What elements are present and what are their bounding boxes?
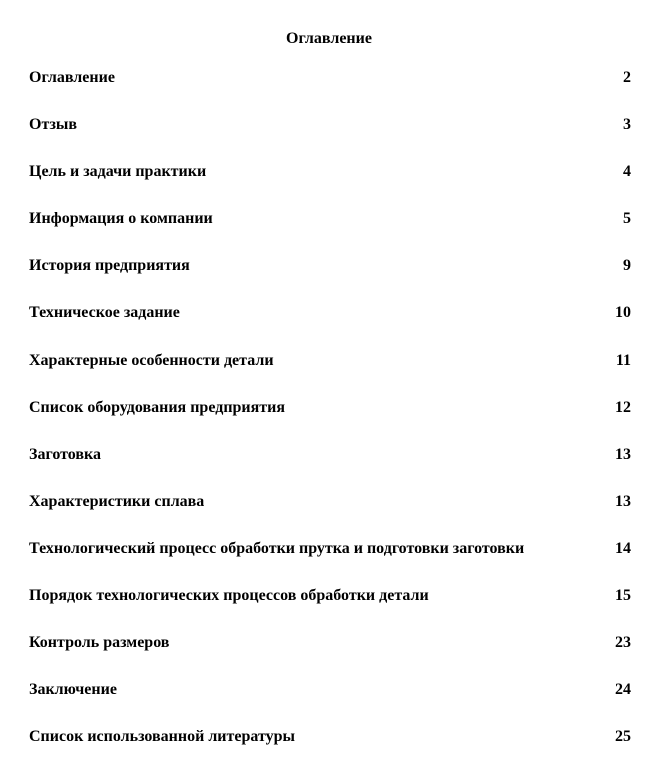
toc-entry-label: Информация о компании — [29, 210, 213, 228]
toc-entry-page-number: 3 — [623, 116, 631, 134]
toc-entry-label: Цель и задачи практики — [29, 163, 207, 181]
toc-entry-label: Оглавление — [29, 69, 115, 86]
toc-entry-page-number: 23 — [615, 634, 631, 652]
toc-entry-page-number: 4 — [623, 163, 631, 181]
toc-entry-page-number: 25 — [615, 728, 631, 746]
toc-entry-label: Техническое задание — [29, 304, 180, 322]
toc-entry-page-number: 9 — [623, 257, 631, 275]
toc-entry-label: Порядок технологических процессов обработки детали — [29, 587, 429, 605]
toc-entry-label: Контроль размеров — [29, 634, 170, 652]
toc-entry-label: Заготовка — [29, 445, 101, 463]
toc-entry-label: История предприятия — [29, 257, 190, 275]
toc-entry-page-number: 5 — [623, 210, 631, 228]
toc-entry[interactable] — [29, 398, 631, 445]
toc-entry[interactable] — [29, 586, 631, 633]
toc-entry-label: Список использованной литературы — [29, 728, 295, 746]
toc-entry-label: Список оборудования предприятия — [29, 398, 286, 416]
toc-entry[interactable] — [29, 115, 631, 162]
toc-entry[interactable] — [29, 68, 631, 115]
toc-entry-page-number: 2 — [623, 69, 631, 86]
toc-entry-page-number: 10 — [615, 304, 631, 322]
toc-entry[interactable] — [29, 633, 631, 680]
toc-entry[interactable] — [29, 727, 631, 774]
toc-entry-page-number: 15 — [615, 587, 631, 605]
toc-entry[interactable] — [29, 445, 631, 492]
toc-entry[interactable] — [29, 680, 631, 727]
table-of-contents — [29, 68, 631, 774]
toc-entry[interactable] — [29, 303, 631, 350]
toc-entry-page-number: 11 — [615, 351, 631, 369]
toc-entry[interactable] — [29, 351, 631, 398]
toc-entry-label: Отзыв — [29, 116, 78, 134]
toc-entry-label: Заключение — [29, 681, 117, 699]
toc-entry-page-number: 13 — [615, 445, 631, 463]
toc-entry[interactable] — [29, 209, 631, 256]
toc-entry-label: Характерные особенности детали — [29, 351, 274, 369]
toc-entry-label: Технологический процесс обработки прутка и подготовки заготовки — [29, 539, 525, 557]
toc-entry-page-number: 13 — [615, 492, 631, 510]
toc-entry[interactable] — [29, 539, 631, 586]
toc-heading: Оглавление — [286, 30, 372, 47]
toc-entry[interactable] — [29, 162, 631, 209]
toc-entry-page-number: 12 — [615, 398, 631, 416]
toc-entry-page-number: 24 — [615, 681, 631, 699]
toc-entry-label: Характеристики сплава — [29, 492, 205, 510]
toc-entry[interactable] — [29, 492, 631, 539]
toc-entry-page-number: 14 — [615, 539, 631, 557]
toc-entry[interactable] — [29, 256, 631, 303]
